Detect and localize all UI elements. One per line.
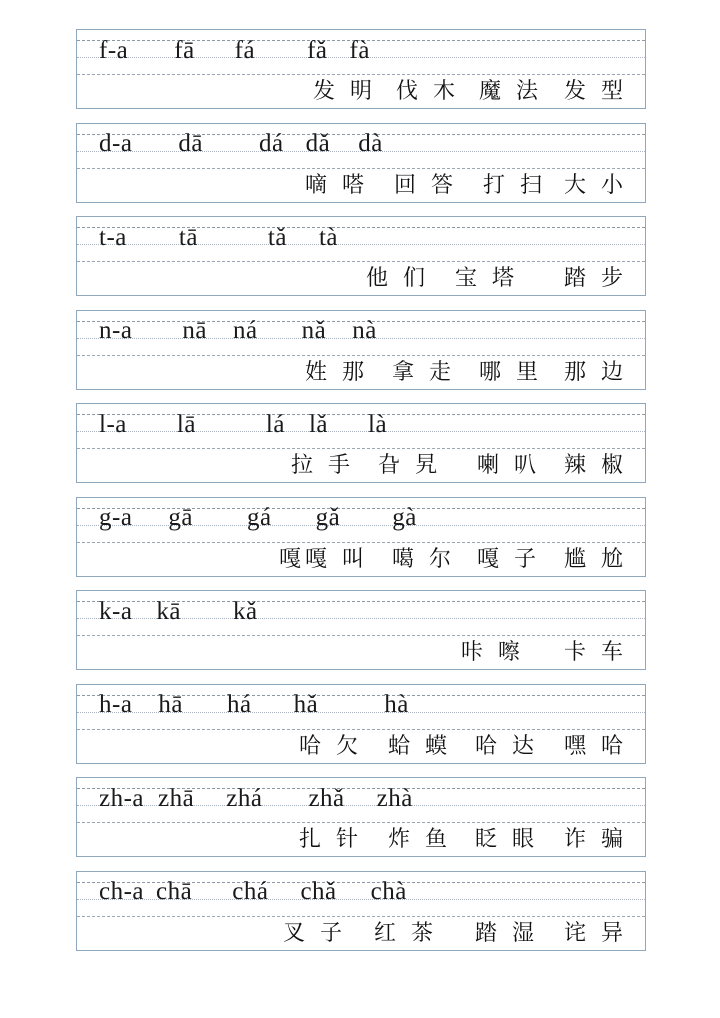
pinyin-syllable: fá [234,36,256,64]
pinyin-syllable: gà [392,504,417,531]
pinyin-syllable: lá [265,410,285,438]
hanzi-word: 叉 子 [283,920,346,946]
pinyin-syllable: hā [158,691,184,718]
pinyin-syllable: nā [182,317,208,344]
pinyin-syllable: hǎ [293,691,319,718]
pinyin-syllable: zhà [376,784,413,812]
pinyin-syllable: tà [318,223,339,251]
pinyin-line [77,872,645,916]
syllable-label: h-a [99,691,133,718]
hanzi-line [77,822,645,856]
pinyin-line [77,311,645,355]
hanzi-word: 嘿 哈 [564,733,627,759]
pinyin-syllable: dà [358,130,383,157]
hanzi-word: 拉 手 [291,453,354,478]
pinyin-syllable: há [227,691,252,718]
pinyin-line [77,685,645,729]
hanzi-word: 发 型 [564,79,627,104]
pinyin-syllable: zhá [226,784,263,812]
pinyin-syllable: nǎ [301,317,327,344]
hanzi-word: 炸 鱼 [388,827,451,852]
practice-row [76,590,646,670]
hanzi-word: 咔 嚓 [461,640,524,665]
hanzi-word: 魔 法 [479,79,542,104]
syllable-label: n-a [99,317,133,344]
syllable-label: ch-a [99,878,145,905]
pinyin-syllable: hà [384,691,409,718]
syllable-label: g-a [99,504,133,531]
hanzi-line [77,74,645,108]
hanzi-line [77,261,645,295]
pinyin-syllable: chá [232,878,269,905]
practice-row [76,310,646,390]
hanzi-word: 旮 旯 [378,453,441,478]
practice-row [76,403,646,483]
hanzi-word: 喇 叭 [477,453,540,478]
syllable-label: zh-a [99,784,145,812]
pinyin-syllable: nà [352,317,377,344]
practice-row [76,684,646,764]
hanzi-word: 哈 达 [475,733,538,759]
practice-row [76,216,646,296]
pinyin-syllable: dā [178,130,204,157]
practice-row [76,123,646,203]
syllable-label: f-a [99,36,129,64]
pinyin-line [77,404,645,448]
pinyin-line [77,498,645,542]
hanzi-word: 宝 塔 [455,266,518,291]
pinyin-syllable: dá [259,130,284,157]
hanzi-word: 伐 木 [396,79,459,104]
hanzi-word: 扎 针 [299,827,362,852]
pinyin-syllable: là [368,410,388,438]
pinyin-syllable: fǎ [307,36,328,64]
practice-row [76,777,646,857]
hanzi-word: 嘀 嗒 [305,172,368,198]
syllable-label: t-a [99,223,127,251]
hanzi-word: 嘎 子 [477,546,540,572]
pinyin-syllable: kā [156,597,182,625]
hanzi-word: 眨 眼 [475,827,538,852]
pinyin-syllable: gā [168,504,194,531]
hanzi-word: 嘎嘎 叫 [279,546,368,572]
hanzi-line [77,635,645,669]
hanzi-word: 哈 欠 [299,733,362,759]
hanzi-line [77,916,645,950]
hanzi-word: 踏 湿 [475,920,538,946]
hanzi-word: 尴 尬 [564,546,627,572]
pinyin-syllable: tǎ [267,223,287,251]
hanzi-line [77,168,645,202]
practice-row [76,29,646,109]
syllable-label: d-a [99,130,133,157]
hanzi-word: 诧 异 [564,920,627,946]
hanzi-word: 蛤 蟆 [388,733,451,759]
hanzi-word: 姓 那 [305,359,368,385]
hanzi-word: 踏 步 [564,266,627,291]
pinyin-syllable: ná [233,317,258,344]
practice-row [76,871,646,951]
hanzi-word: 大 小 [564,172,627,198]
hanzi-line [77,542,645,576]
hanzi-word: 那 边 [564,359,627,385]
syllable-label: l-a [99,410,127,438]
pinyin-syllable: lǎ [308,410,329,438]
hanzi-word: 辣 椒 [564,453,627,478]
pinyin-line [77,124,645,168]
pinyin-syllable: gá [247,504,272,531]
pinyin-syllable: zhā [158,784,195,812]
hanzi-word: 诈 骗 [564,827,627,852]
hanzi-word: 拿 走 [392,359,455,385]
hanzi-line [77,729,645,763]
pinyin-syllable: dǎ [305,130,331,157]
pinyin-syllable: zhǎ [308,784,345,812]
practice-row-list [76,29,646,964]
hanzi-line [77,355,645,389]
pinyin-line [77,591,645,635]
pinyin-syllable: kǎ [233,597,258,625]
pinyin-syllable: chā [156,878,193,905]
pinyin-syllable: fà [349,36,370,64]
hanzi-word: 他 们 [366,266,429,291]
pinyin-line [77,30,645,74]
hanzi-word: 发 明 [313,79,376,104]
syllable-label: k-a [99,597,133,625]
pinyin-syllable: chǎ [300,878,337,905]
hanzi-line [77,448,645,482]
hanzi-word: 哪 里 [479,359,542,385]
practice-row [76,497,646,577]
pinyin-line [77,778,645,822]
pinyin-syllable: chà [370,878,407,905]
pinyin-syllable: lā [176,410,196,438]
hanzi-word: 卡 车 [564,640,627,665]
pinyin-syllable: tā [178,223,198,251]
pinyin-line [77,217,645,261]
hanzi-word: 打 扫 [483,172,546,198]
pinyin-syllable: fā [174,36,195,64]
pinyin-syllable: gǎ [315,504,341,531]
hanzi-word: 噶 尔 [392,546,455,572]
hanzi-word: 回 答 [394,172,457,198]
hanzi-word: 红 茶 [374,920,437,946]
